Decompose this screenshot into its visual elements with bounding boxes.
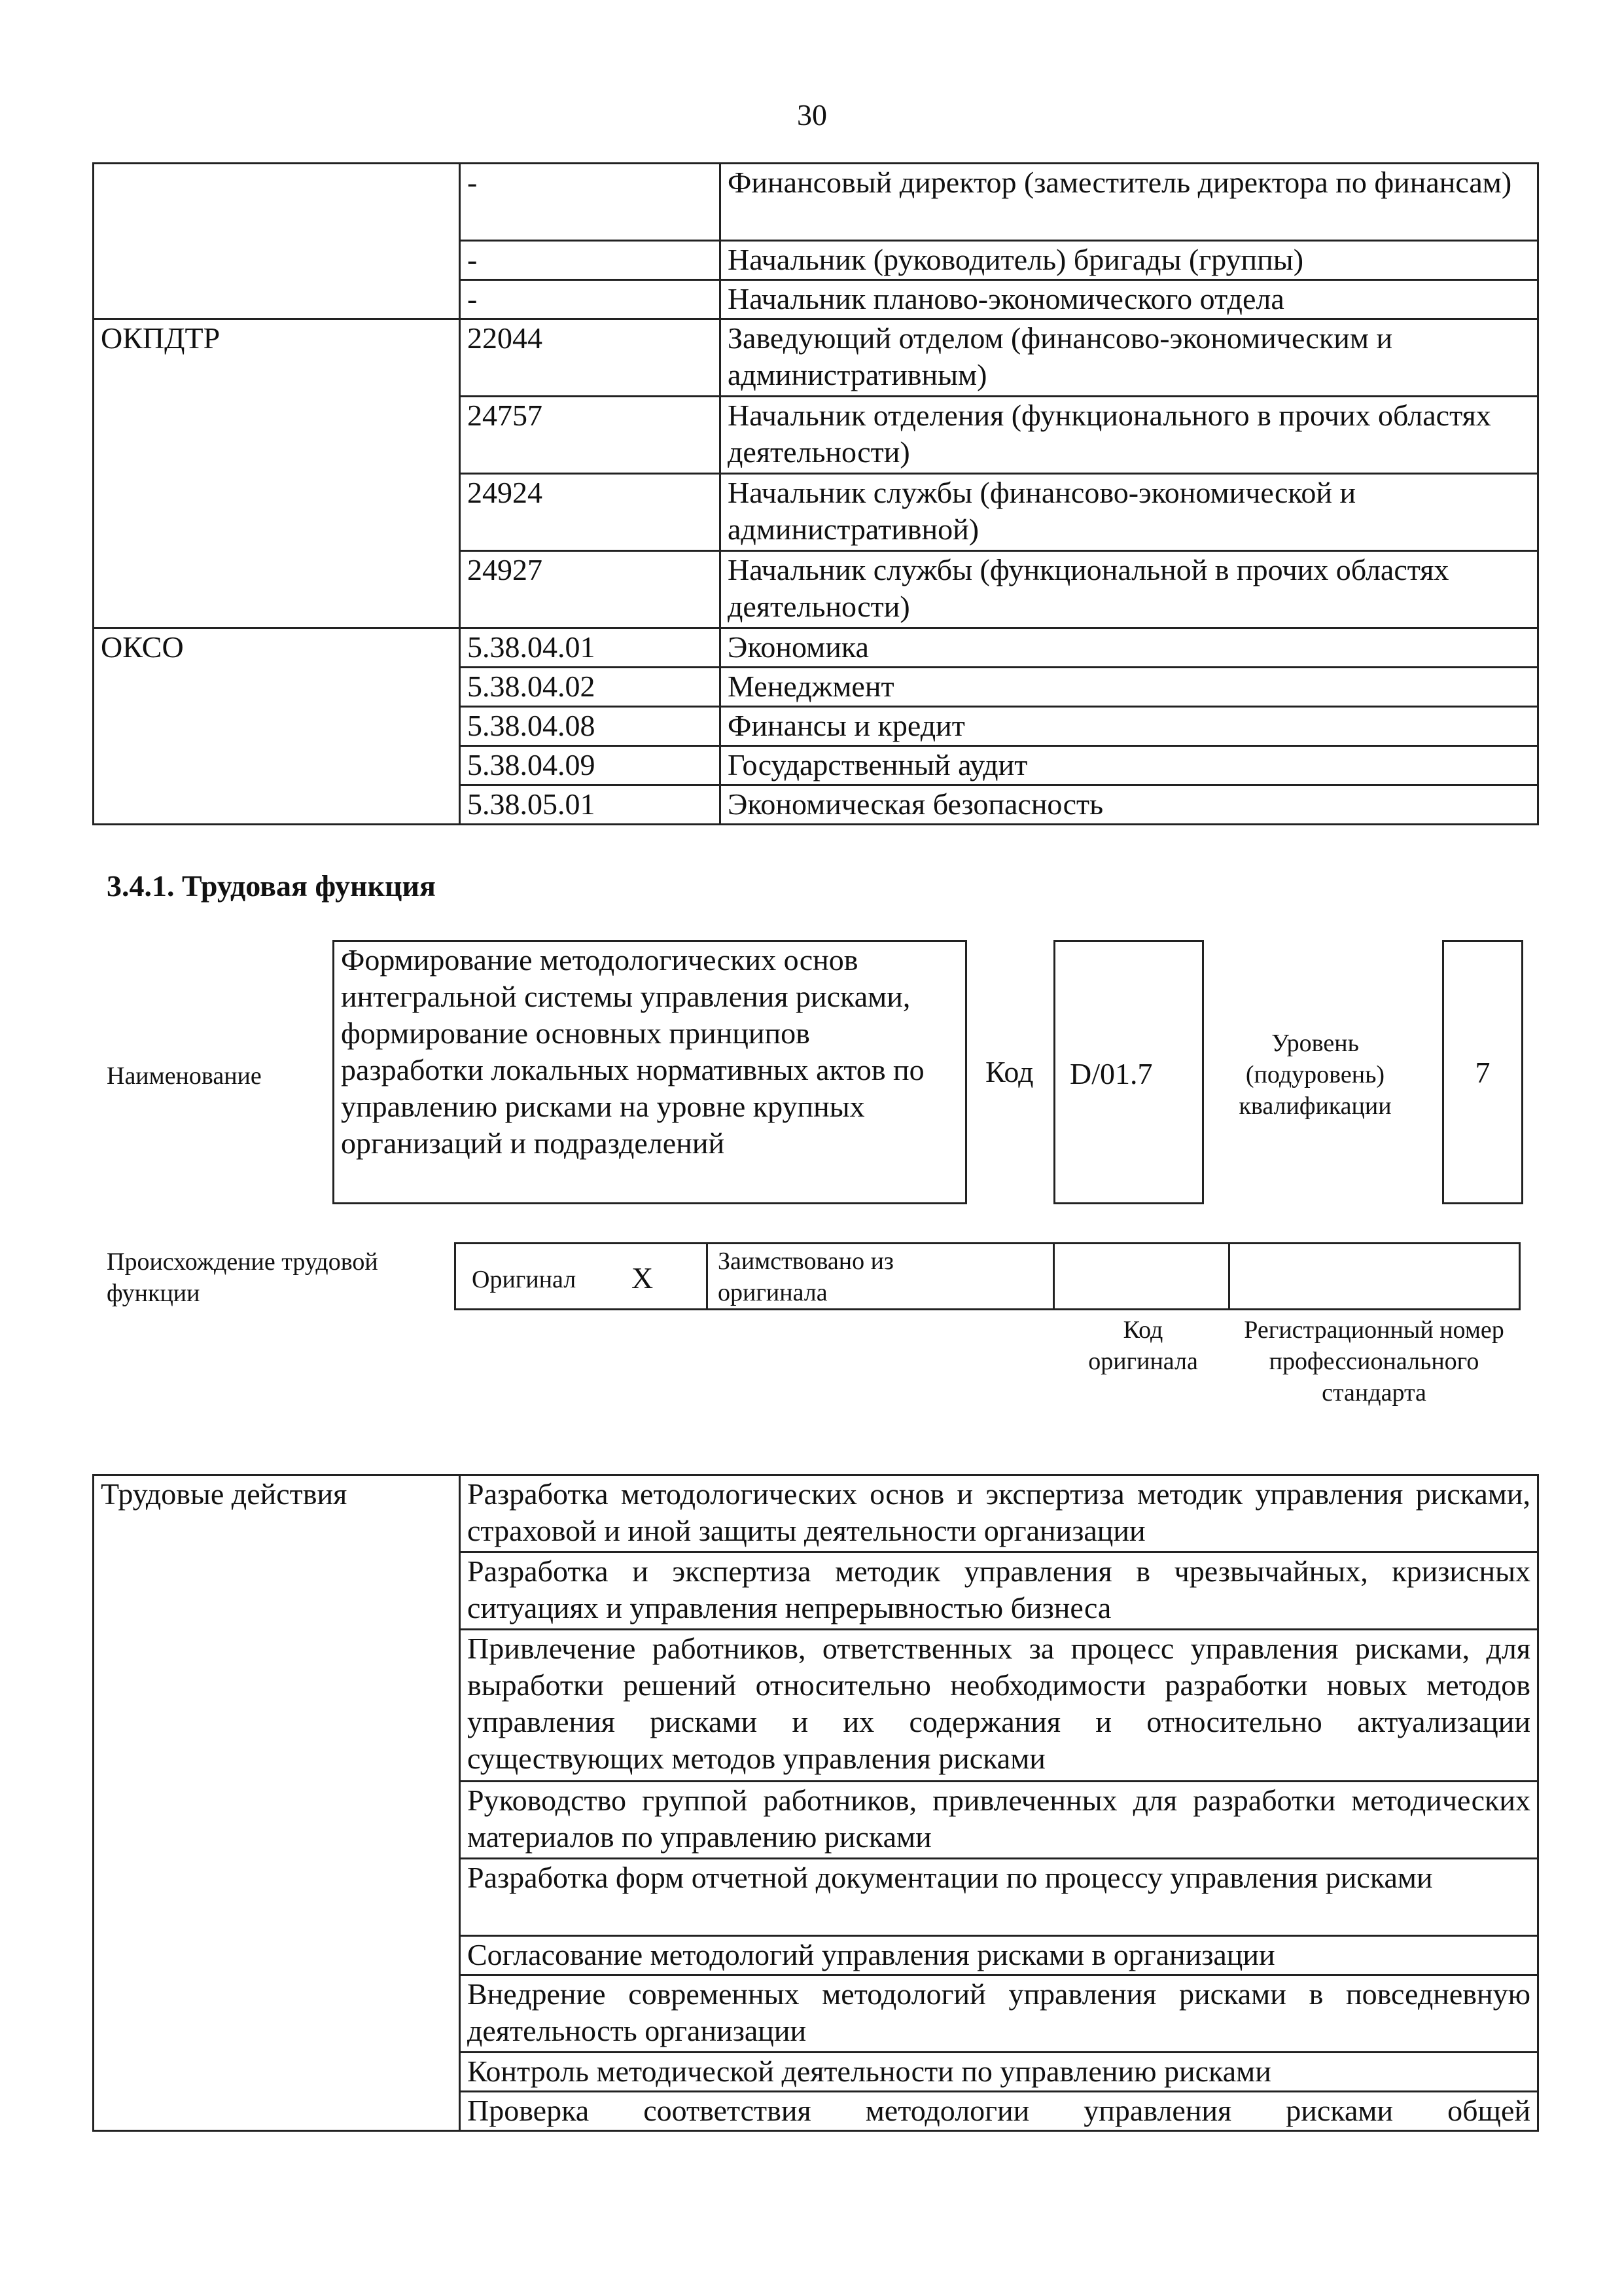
labor-action-item: Руководство группой работников, привлеченных для разработки методических материалов по управлению рисками <box>460 1782 1538 1859</box>
level-label: Уровень (подуровень) квалификации <box>1239 1030 1392 1120</box>
name-cell: Начальник службы (функциональной в прочих областях деятельности) <box>720 551 1538 628</box>
origin-table <box>454 1242 1521 1310</box>
labor-action-item: Контроль методической деятельности по управлению рисками <box>460 2053 1538 2092</box>
labor-action-item: Разработка и экспертиза методик управления в чрезвычайных, кризисных ситуациях и управления непрерывностью бизнеса <box>460 1552 1538 1630</box>
name-cell: Заведующий отделом (финансово-экономическим и административным) <box>720 319 1538 397</box>
labor-action-item: Проверка соответствия методологии управления рисками общей <box>460 2092 1538 2131</box>
code-cell: 5.38.04.02 <box>460 668 720 707</box>
name-cell: Государственный аудит <box>720 746 1538 785</box>
group-cell <box>94 164 460 319</box>
code-label: Код <box>985 1055 1034 1088</box>
borrowed-label: Заимствовано из оригинала <box>718 1247 894 1306</box>
code-cell: 5.38.05.01 <box>460 785 720 825</box>
code-cell: 5.38.04.01 <box>460 628 720 668</box>
labor-action-item: Разработка методологических основ и экспертиза методик управления рисками, страховой и иной защиты деятельности организации <box>460 1475 1538 1552</box>
original-label: Оригинал <box>472 1266 576 1293</box>
labor-actions-label: Трудовые действия <box>94 1475 460 2131</box>
name-cell: Экономическая безопасность <box>720 785 1538 825</box>
level-value: 7 <box>1475 1056 1491 1089</box>
code-cell: 5.38.04.09 <box>460 746 720 785</box>
name-cell: Начальник службы (финансово-экономической и административной) <box>720 474 1538 551</box>
original-code-label: Код оригинала <box>1088 1316 1198 1375</box>
name-label: Наименование <box>107 1062 262 1090</box>
cell-divider <box>1228 1244 1230 1308</box>
cell-divider <box>706 1244 708 1308</box>
table-row <box>94 164 1538 241</box>
level-box <box>1442 940 1523 1204</box>
group-cell: ОКПДТР <box>94 319 460 628</box>
reg-number-label: Регистрационный номер профессионального стандарта <box>1244 1316 1504 1407</box>
group-cell: ОКСО <box>94 628 460 825</box>
name-cell: Начальник отделения (функционального в прочих областях деятельности) <box>720 397 1538 474</box>
code-cell: - <box>460 164 720 241</box>
name-cell: Начальник (руководитель) бригады (группы) <box>720 241 1538 280</box>
original-mark: X <box>631 1261 654 1295</box>
name-cell: Экономика <box>720 628 1538 668</box>
function-name-text: Формирование методологических основ интегральной системы управления рисками, формирование основных принципов разработки локальных нормативных актов по управлению рисками на уровне крупных организаций и подразделений <box>341 943 925 1160</box>
classifier-table <box>92 162 1539 825</box>
name-cell: Финансовый директор (заместитель директора по финансам) <box>720 164 1538 241</box>
cell-divider <box>1053 1244 1055 1308</box>
page-number: 30 <box>797 98 827 132</box>
code-cell: - <box>460 241 720 280</box>
name-cell: Начальник планово-экономического отдела <box>720 280 1538 319</box>
name-cell: Финансы и кредит <box>720 707 1538 746</box>
labor-action-item: Внедрение современных методологий управления рисками в повседневную деятельность организации <box>460 1975 1538 2053</box>
labor-action-item: Привлечение работников, ответственных за процесс управления рисками, для выработки решений относительно необходимости разработки новых методов управления рисками и их содержания и относительно актуализации существующих методов управления рисками <box>460 1630 1538 1782</box>
table-row <box>94 628 1538 668</box>
code-cell: 24924 <box>460 474 720 551</box>
name-cell: Менеджмент <box>720 668 1538 707</box>
code-cell: 24927 <box>460 551 720 628</box>
code-box <box>1053 940 1204 1204</box>
table-row <box>94 1475 1538 1552</box>
section-heading: 3.4.1. Трудовая функция <box>107 869 436 903</box>
code-cell: 5.38.04.08 <box>460 707 720 746</box>
labor-action-item: Разработка форм отчетной документации по процессу управления рисками <box>460 1859 1538 1936</box>
table-row <box>94 319 1538 397</box>
code-cell: 22044 <box>460 319 720 397</box>
origin-label: Происхождение трудовой функции <box>107 1248 378 1307</box>
labor-action-item: Согласование методологий управления рисками в организации <box>460 1936 1538 1975</box>
function-name-box <box>332 940 967 1204</box>
labor-actions-table <box>92 1474 1539 2132</box>
code-cell: 24757 <box>460 397 720 474</box>
code-value: D/01.7 <box>1070 1057 1153 1090</box>
code-cell: - <box>460 280 720 319</box>
